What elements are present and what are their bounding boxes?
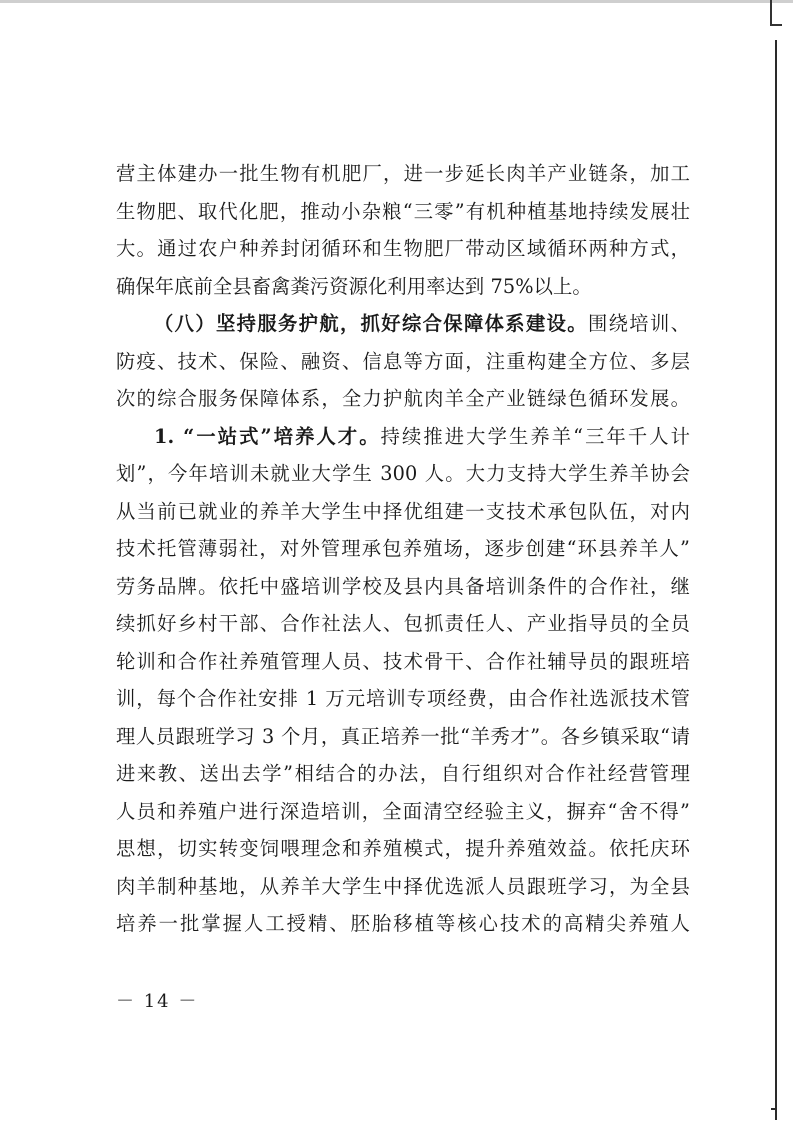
binding-margin-line: [775, 40, 777, 1120]
paragraph-line: [116, 943, 690, 981]
paragraph-line: 大。通过农户种养封闭循环和生物肥厂带动区域循环两种方式，: [116, 237, 690, 260]
paragraph-line: 续抓好乡村干部、合作社法人、包抓责任人、产业指导员的全员: [116, 612, 690, 635]
section-8-text: 围绕培训、: [587, 312, 690, 335]
section-8-first-line: [116, 305, 690, 343]
paragraph-line: 轮训和合作社养殖管理人员、技术骨干、合作社辅导员的跟班培: [116, 649, 690, 673]
paragraph-line: 防疫、技术、保险、融资、信息等方面，注重构建全方位、多层: [116, 349, 690, 373]
paragraph-line: 营主体建办一批生物有机肥厂，进一步延长肉羊产业链条，加工: [116, 162, 690, 185]
binding-margin-tick: [771, 1108, 777, 1110]
binding-corner-mark: [770, 0, 782, 26]
page-number: － 14 －: [116, 991, 199, 1012]
paragraph-line: 训，每个合作社安排 1 万元培训专项经费，由合作社选派技术管: [116, 687, 690, 710]
item-1-first-line: [116, 418, 690, 456]
section-8-heading: （八）坚持服务护航，抓好综合保障体系建设。: [154, 312, 588, 335]
paragraph-line: 划”，今年培训未就业大学生 300 人。大力支持大学生养羊协会: [116, 462, 690, 485]
paragraph-line: 肉羊制种基地，从养羊大学生中择优选派人员跟班学习，为全县: [116, 874, 690, 898]
paragraph-line: 技术托管薄弱社，对外管理承包养殖场，逐步创建“环县养羊人”: [116, 537, 690, 560]
paragraph-line: 从当前已就业的养羊大学生中择优组建一支技术承包队伍，对内: [116, 499, 690, 523]
paragraph-line: 思想，切实转变饲喂理念和养殖模式，提升养殖效益。依托庆环: [116, 837, 690, 860]
paragraph-line: 培养一批掌握人工授精、胚胎移植等核心技术的高精尖养殖人: [116, 912, 690, 935]
paragraph-line: 人员和养殖户进行深造培训，全面清空经验主义，摒弃“舍不得”: [116, 799, 690, 823]
paragraph-line: 确保年底前全县畜禽粪污资源化利用率达到 75%以上。: [116, 274, 592, 298]
document-body: [116, 155, 690, 980]
paragraph-line: 进来教、送出去学”相结合的办法，自行组织对合作社经营管理: [116, 762, 690, 785]
item-1-heading: 1. “一站式”培养人才。: [154, 424, 381, 448]
paragraph-line: 理人员跟班学习 3 个月，真正培养一批“羊秀才”。各乡镇采取“请: [116, 724, 690, 748]
scan-edge: [0, 0, 793, 3]
paragraph-line: 生物肥、取代化肥，推动小杂粮“三零”有机种植基地持续发展壮: [116, 199, 690, 223]
paragraph-line: 劳务品牌。依托中盛培训学校及县内具备培训条件的合作社，继: [116, 574, 690, 598]
paragraph-line: 次的综合服务保障体系，全力护航肉羊全产业链绿色循环发展。: [116, 387, 690, 410]
item-1-text: 持续推进大学生养羊“三年千人计: [380, 424, 691, 448]
